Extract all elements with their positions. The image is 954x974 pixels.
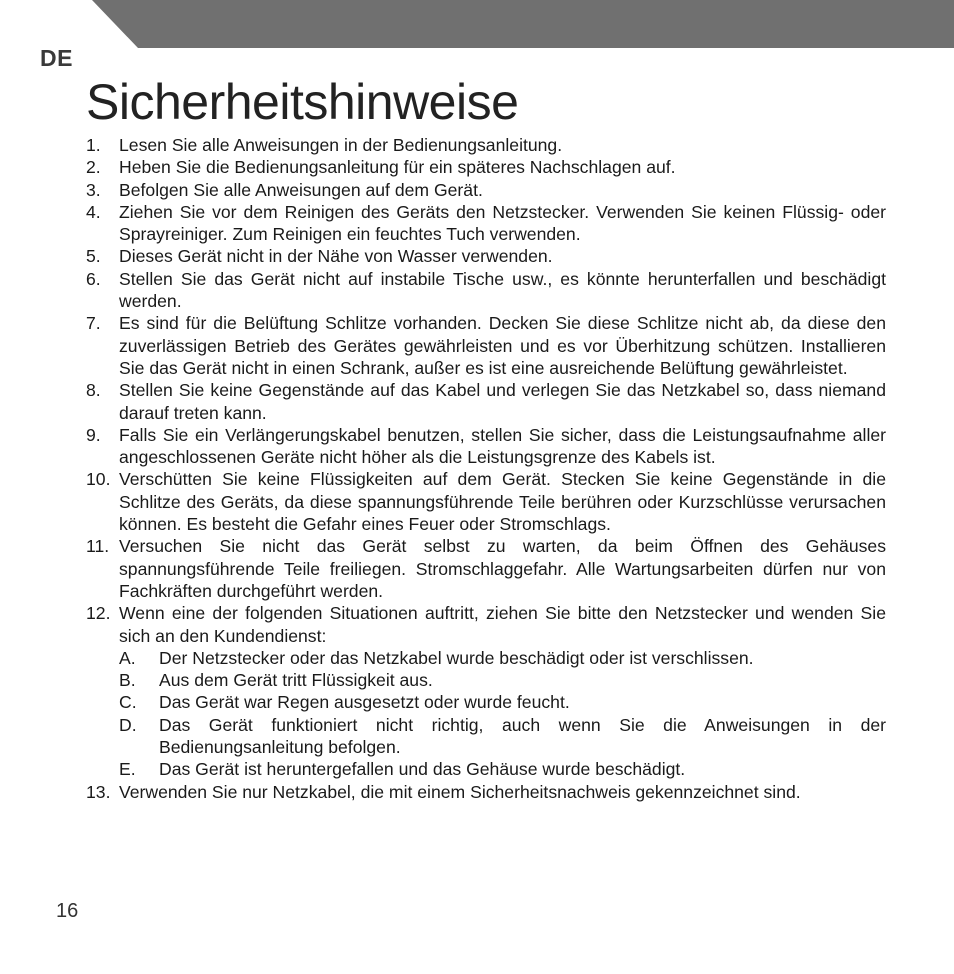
list-item — [86, 268, 886, 313]
item-number: 4. — [86, 201, 101, 222]
item-number: 8. — [86, 380, 101, 401]
item-text: Lesen Sie alle Anweisungen in der Bedienungsanleitung. — [119, 135, 563, 155]
page-number: 16 — [56, 900, 79, 922]
header-band — [0, 0, 954, 48]
sub-item-letter: C. — [119, 692, 137, 713]
sub-item-letter: B. — [119, 670, 136, 691]
list-item — [86, 312, 886, 379]
item-number: 2. — [86, 157, 101, 178]
list-item — [86, 179, 886, 201]
list-item — [86, 156, 886, 178]
sub-item-text: Das Gerät ist heruntergefallen und das Gehäuse wurde beschädigt. — [159, 759, 686, 780]
sub-list-item — [86, 758, 886, 780]
list-item — [86, 134, 886, 156]
item-text: Es sind für die Belüftung Schlitze vorhanden. Decken Sie diese Schlitze nicht ab, da diese den zuverlässigen Betrieb des Gerätes gewährleisten und es vor Überhitzung schützen. Installieren Sie das Gerät nicht in einen Schrank, außer es ist eine ausreichende Belüftung gewährleistet. — [119, 313, 886, 378]
item-text: Stellen Sie keine Gegenstände auf das Kabel und verlegen Sie das Netzkabel so, dass niemand darauf treten kann. — [119, 380, 886, 423]
sub-item-text: Das Gerät funktioniert nicht richtig, auch wenn Sie die Anweisungen in der Bedienungsanleitung befolgen. — [159, 714, 886, 758]
item-number: 10. — [86, 469, 111, 490]
item-text: Dieses Gerät nicht in der Nähe von Wasser verwenden. — [119, 246, 553, 267]
list-item — [86, 535, 886, 602]
item-text: Stellen Sie das Gerät nicht auf instabile Tische usw., es könnte herunterfallen und beschädigt werden. — [119, 268, 886, 312]
item-number: 6. — [86, 268, 101, 289]
item-text: Befolgen Sie alle Anweisungen auf dem Gerät. — [119, 179, 483, 200]
sub-item-letter: E. — [119, 759, 136, 780]
item-number: 7. — [86, 313, 101, 334]
item-number: 11. — [86, 536, 110, 557]
item-number: 3. — [86, 179, 101, 200]
sub-list-item — [86, 647, 886, 669]
item-text: Versuchen Sie nicht das Gerät selbst zu warten, da beim Öffnen des Gehäuses spannungsführende Teile freiliegen. Stromschlaggefahr. Alle Wartungsarbeiten dürfen nur von Fachkräften durchgeführt werden. — [119, 536, 886, 601]
sub-item-text: Das Gerät war Regen ausgesetzt oder wurde feucht. — [159, 692, 570, 713]
list-item — [86, 424, 886, 469]
list-item — [86, 379, 886, 424]
item-text: Falls Sie ein Verlängerungskabel benutzen, stellen Sie sicher, dass die Leistungsaufnahme aller angeschlossenen Geräte nicht höher als die Leistungsgrenze des Kabels ist. — [119, 424, 886, 468]
item-text: Wenn eine der folgenden Situationen auftritt, ziehen Sie bitte den Netzstecker und wenden Sie sich an den Kundendienst: — [119, 603, 886, 646]
item-number: 1. — [86, 135, 101, 155]
sub-list-item — [86, 714, 886, 759]
item-number: 5. — [86, 246, 101, 267]
sub-item-letter: A. — [119, 647, 136, 668]
item-text: Verschütten Sie keine Flüssigkeiten auf dem Gerät. Stecken Sie keine Gegenstände in die Schlitze des Geräts, da diese spannungsführende Teile berühren oder Kurzschlüsse verursachen können. Es besteht die Gefahr eines Feuer oder Stromschlags. — [119, 469, 886, 535]
item-number: 12. — [86, 603, 111, 624]
safety-instructions-list — [86, 134, 886, 803]
item-text: Ziehen Sie vor dem Reinigen des Geräts den Netzstecker. Verwenden Sie keinen Flüssig- oder Sprayreiniger. Zum Reinigen ein feuchtes Tuch verwenden. — [119, 201, 886, 245]
list-item — [86, 781, 886, 803]
list-item — [86, 602, 886, 647]
list-item — [86, 201, 886, 246]
language-tag: DE — [40, 45, 73, 71]
sub-item-text: Der Netzstecker oder das Netzkabel wurde beschädigt oder ist verschlissen. — [159, 647, 754, 668]
item-number: 9. — [86, 424, 101, 445]
list-item — [86, 468, 886, 535]
item-text: Verwenden Sie nur Netzkabel, die mit einem Sicherheitsnachweis gekennzeichnet sind. — [119, 781, 801, 802]
list-item — [86, 245, 886, 267]
sub-item-text: Aus dem Gerät tritt Flüssigkeit aus. — [159, 670, 433, 691]
sub-list-item — [86, 669, 886, 691]
sub-list-item — [86, 691, 886, 713]
page-title: Sicherheitshinweise — [86, 74, 519, 130]
sub-item-letter: D. — [119, 714, 137, 735]
item-number: 13. — [86, 781, 111, 802]
item-text: Heben Sie die Bedienungsanleitung für ein späteres Nachschlagen auf. — [119, 157, 676, 178]
